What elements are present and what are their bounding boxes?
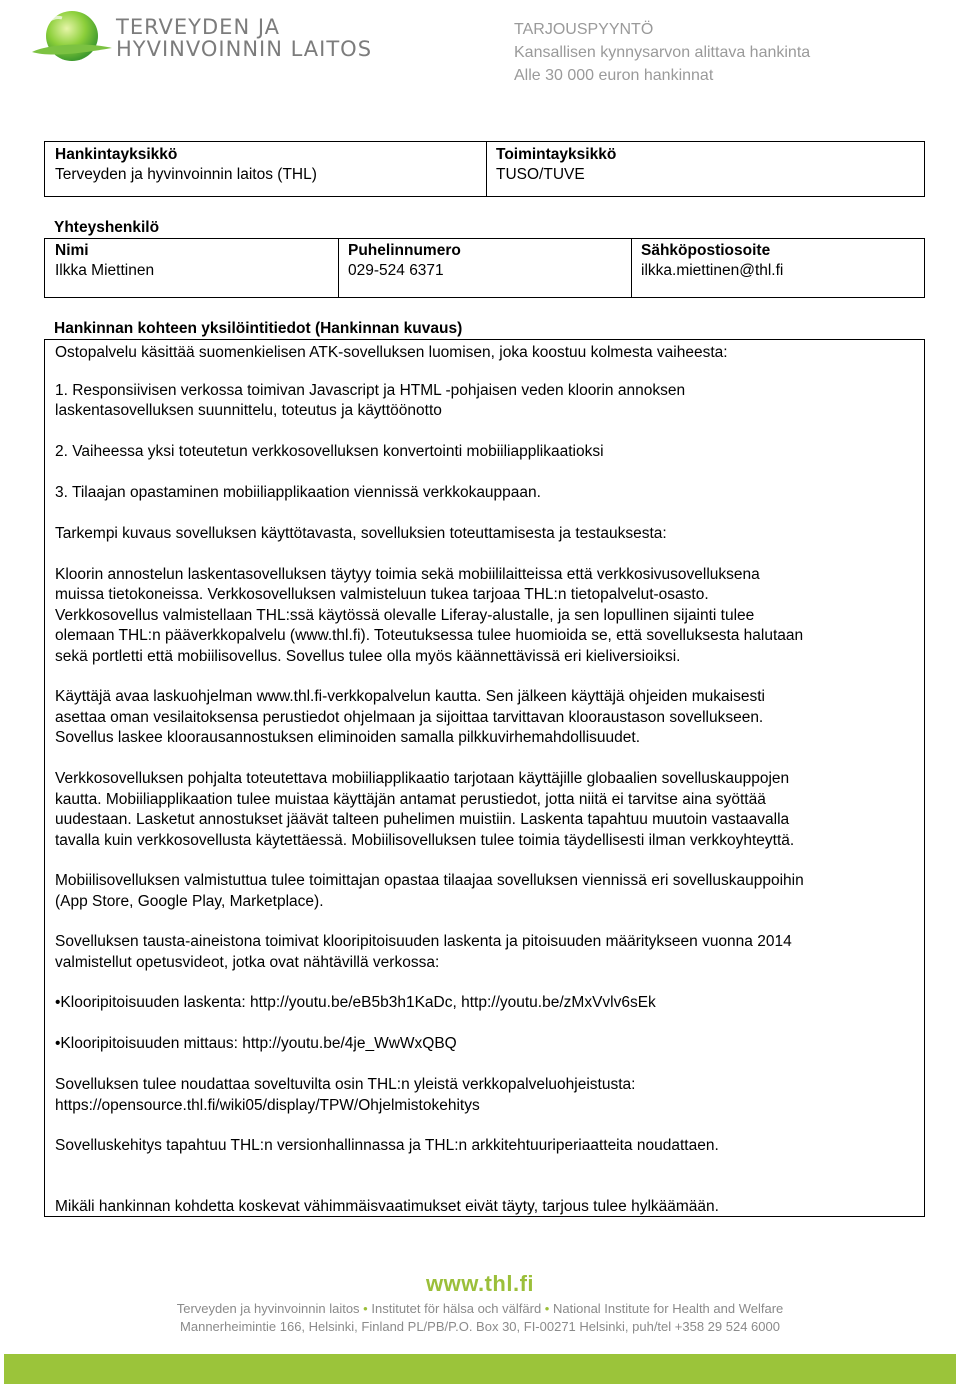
description-line: (App Store, Google Play, Marketplace). (55, 893, 324, 910)
procurement-unit-label: Hankintayksikkö (55, 146, 178, 163)
operating-unit-label: Toimintayksikkö (496, 146, 617, 163)
footer-color-bar (4, 1354, 956, 1384)
contact-box (44, 238, 925, 298)
description-line: https://opensource.thl.fi/wiki05/display/TPW/Ohjelmistokehitys (55, 1097, 480, 1114)
footer-org-en: National Institute for Health and Welfare (552, 1301, 784, 1316)
procurement-unit-value: Terveyden ja hyvinvoinnin laitos (THL) (55, 166, 317, 183)
name-value: Ilkka Miettinen (55, 262, 155, 279)
phone-value: 029-524 6371 (348, 262, 444, 279)
footer-address: Mannerheimintie 166, Helsinki, Finland PL/PB/P.O. Box 30, FI-00271 Helsinki, puh/tel +358 29 524 6000 (180, 1319, 780, 1334)
description-line: •Klooripitoisuuden mittaus: http://youtu.be/4je_WwWxQBQ (55, 1035, 457, 1052)
description-line: Verkkosovellus valmistellaan THL:ssä käytössä olevalle Liferay-alustalle, ja sen lopullinen sijainti tulee (55, 607, 755, 624)
contact-divider-2 (631, 239, 632, 297)
description-line: Sovelluksen tulee noudattaa soveltuvilta osin THL:n yleistä verkkopalveluohjeistusta: (55, 1076, 636, 1093)
unit-box (44, 141, 925, 197)
description-line: muissa tietokoneissa. Verkkosovelluksen valmisteluun tukea tarjoaa THL:n tietopalvelut-osasto. (55, 586, 709, 603)
description-line: Mobiilisovelluksen valmistuttua tulee toimittajan opastaa tilaajaa sovelluksen viennissä eri sovelluskauppoihin (55, 872, 804, 889)
contact-divider-1 (338, 239, 339, 297)
description-line: Ostopalvelu käsittää suomenkielisen ATK-sovelluksen luomisen, joka koostuu kolmesta vaiheesta: (55, 344, 728, 361)
description-line: tavalla kuin verkkosovellusta käytettäessä. Mobiilisovelluksen tulee toimia täydellisesti ilman verkkoyhteyttä. (55, 832, 795, 849)
document-type: TARJOUSPYYNTÖ (514, 21, 654, 38)
description-box (44, 339, 925, 1217)
description-line: Sovelluskehitys tapahtuu THL:n versionhallinnassa ja THL:n arkkitehtuuriperiaatteita noudattaen. (55, 1137, 719, 1154)
description-line: olemaan THL:n pääverkkopalvelu (www.thl.fi). Toteutuksessa tulee huomioida se, että sovelluksesta halutaan (55, 627, 804, 644)
description-line: •Klooripitoisuuden laskenta: http://youtu.be/eB5b3h1KaDc, http://youtu.be/zMxVvlv6sEk (55, 994, 656, 1011)
description-line: Kloorin annostelun laskentasovelluksen täytyy toimia sekä mobiililaitteissa että verkkosivusovelluksena (55, 566, 760, 583)
description-line: Tarkempi kuvaus sovelluksen käyttötavasta, sovelluksien toteuttamisesta ja testauksesta: (55, 525, 667, 542)
logo-line-2: HYVINVOINNIN LAITOS (116, 37, 373, 61)
description-line: 2. Vaiheessa yksi toteutetun verkkosovelluksen konvertointi mobiiliapplikaatioksi (55, 443, 604, 460)
phone-label: Puhelinnumero (348, 242, 461, 259)
document-subtitle-2: Alle 30 000 euron hankinnat (514, 67, 714, 84)
description-line: 3. Tilaajan opastaminen mobiiliapplikaation viennissä verkkokauppaan. (55, 484, 541, 501)
email-value: ilkka.miettinen@thl.fi (641, 262, 784, 279)
description-line: sekä portletti että mobiilisovellus. Sovellus tulee olla myös käännettävissä eri kieliversioiksi. (55, 648, 681, 665)
description-line: asettaa oman vesilaitoksensa perustiedot ohjelmaan ja sijoittaa tarvittavan klooraustason sovellukseen. (55, 709, 764, 726)
unit-box-divider (486, 142, 487, 196)
logo-line-1: TERVEYDEN JA (116, 15, 281, 39)
thl-logo-mark-icon (28, 6, 114, 74)
description-line: Sovelluksen tausta-aineistona toimivat klooripitoisuuden laskenta ja pitoisuuden määritykseen vuonna 2014 (55, 933, 792, 950)
contact-section-label: Yhteyshenkilö (54, 219, 160, 236)
description-line: kautta. Mobiiliapplikaation tulee muistaa käyttäjän antamat perustiedot, jotta niitä ei tarvitse aina syöttää (55, 791, 766, 808)
description-line: valmistellut opetusvideot, jotka ovat nähtävillä verkossa: (55, 954, 440, 971)
thl-logo (28, 6, 388, 76)
operating-unit-value: TUSO/TUVE (496, 166, 585, 183)
description-section-label: Hankinnan kohteen yksilöintitiedot (Hankinnan kuvaus) (54, 320, 463, 337)
footer-org-fi: Terveyden ja hyvinvoinnin laitos (176, 1301, 360, 1316)
description-line: Mikäli hankinnan kohdetta koskevat vähimmäisvaatimukset eivät täyty, tarjous tulee hylkäämään. (55, 1198, 719, 1215)
email-label: Sähköpostiosoite (641, 242, 771, 259)
description-line: Verkkosovelluksen pohjalta toteutettava mobiiliapplikaatio tarjotaan käyttäjille globaalien sovelluskauppojen (55, 770, 790, 787)
name-label: Nimi (55, 242, 89, 259)
description-line: laskentasovelluksen suunnittelu, toteutus ja käyttöönotto (55, 402, 442, 419)
footer-organisations (0, 1301, 960, 1316)
footer-separator: • (363, 1301, 368, 1316)
description-line: 1. Responsiivisen verkossa toimivan Javascript ja HTML -pohjaisen veden kloorin annoksen (55, 382, 686, 399)
document-subtitle-1: Kansallisen kynnysarvon alittava hankinta (514, 44, 811, 61)
footer-website: www.thl.fi (425, 1271, 535, 1296)
document-header (514, 18, 810, 87)
footer-separator: • (544, 1301, 550, 1316)
description-line: Sovellus laskee kloorausannostuksen eliminoiden samalla pilkkuvirhemahdollisuudet. (55, 729, 641, 746)
description-line: uudestaan. Lasketut annostukset jäävät talteen puhelimen muistiin. Laskenta tapahtuu muutoin vastaavalla (55, 811, 790, 828)
description-line: Käyttäjä avaa laskuohjelman www.thl.fi-verkkopalvelun kautta. Sen jälkeen käyttäjä ohjeiden mukaisesti (55, 688, 765, 705)
footer-org-sv: Institutet för hälsa och välfärd (371, 1301, 542, 1316)
